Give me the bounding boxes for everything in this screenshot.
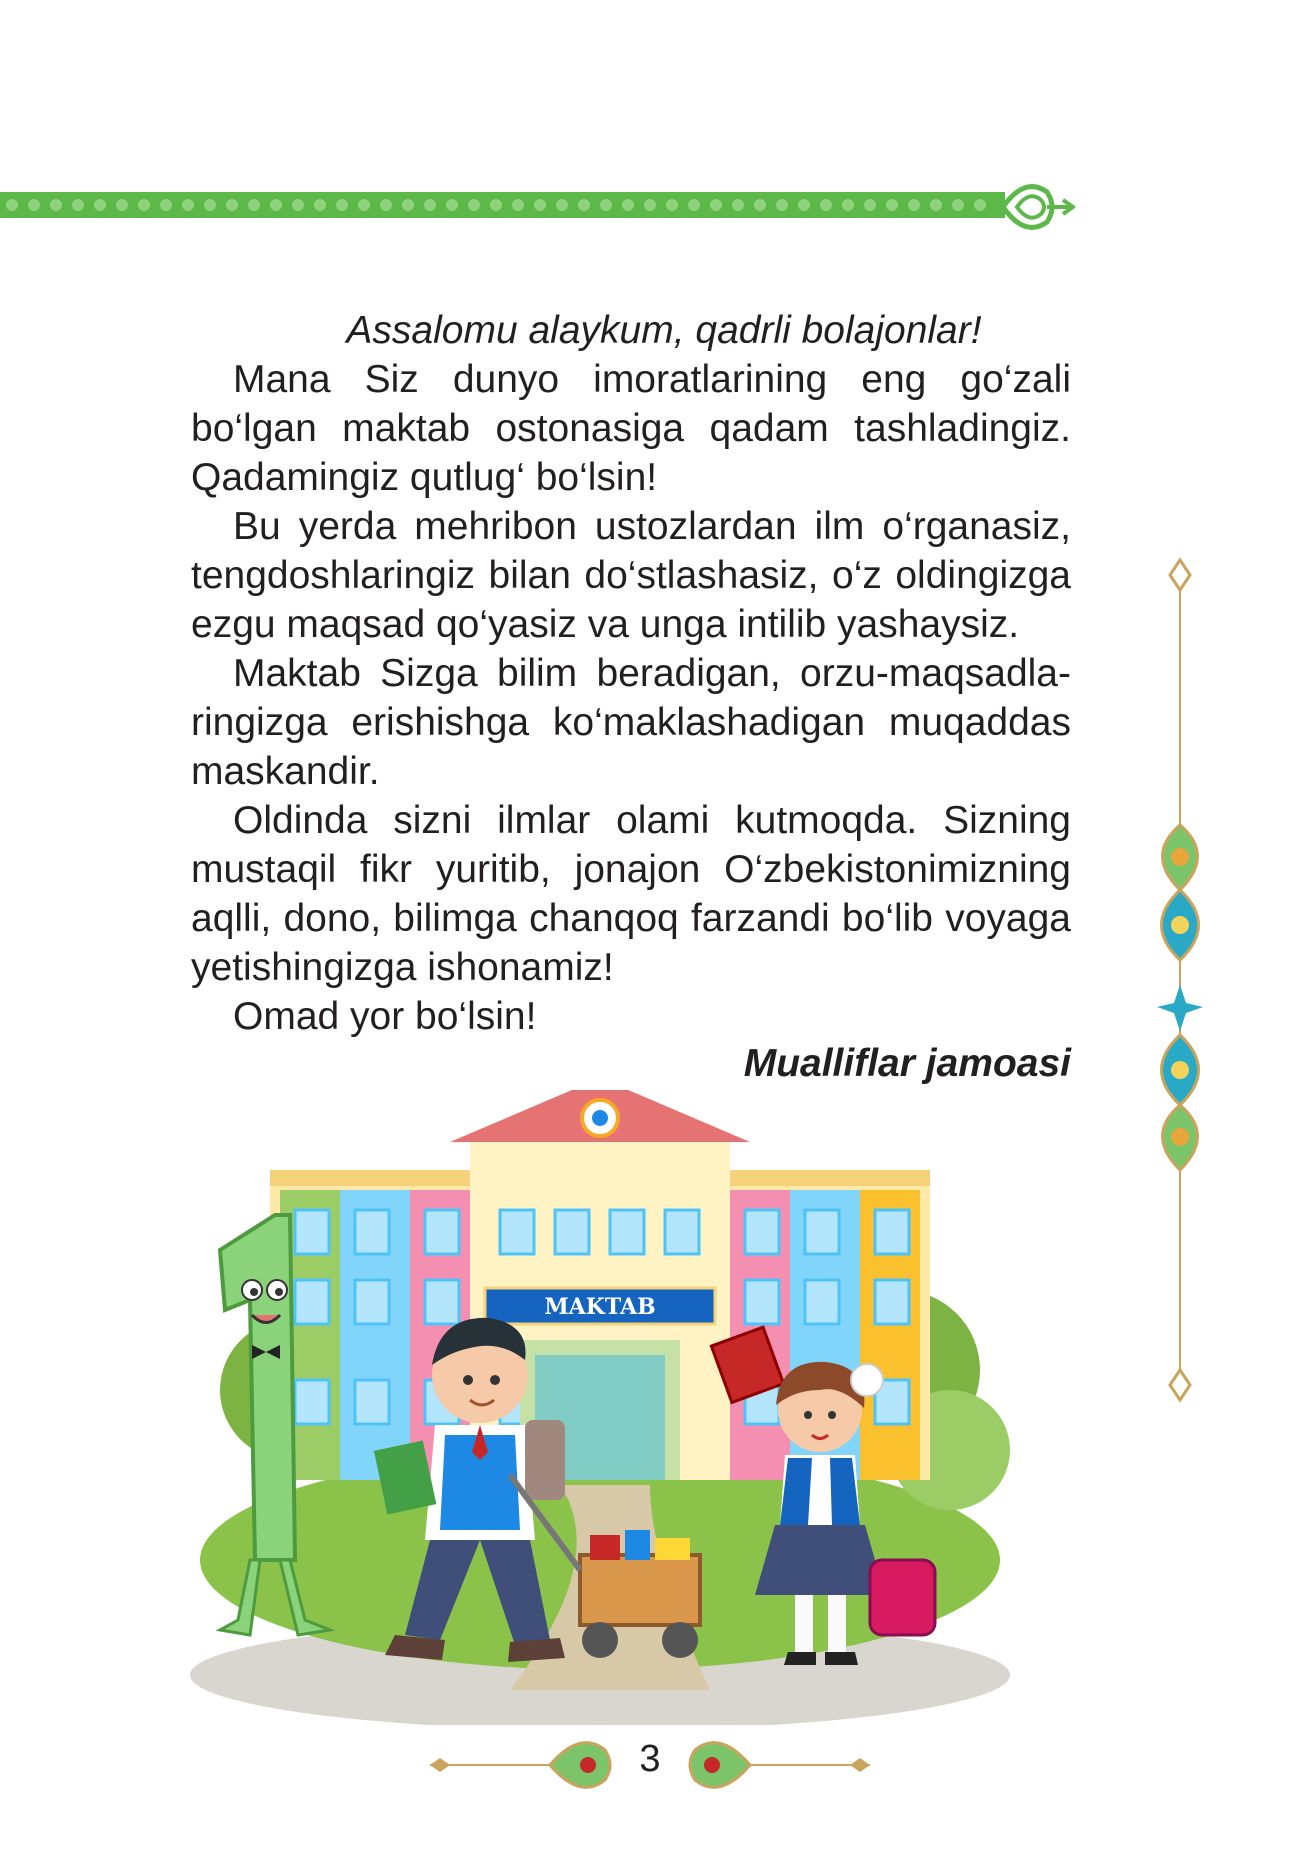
school-window [295,1380,329,1424]
school-window [875,1280,909,1324]
signature: Mualliflar jamoasi [743,1042,1071,1085]
top-decorative-band [0,190,1005,220]
band-dot [468,199,480,211]
school-window [610,1210,644,1254]
school-window [425,1210,459,1254]
band-dot [952,199,964,211]
letter-text [191,306,1071,1041]
school-window [355,1380,389,1424]
band-dot [358,199,370,211]
school-window [745,1210,779,1254]
band-dot [226,199,238,211]
band-dot [798,199,810,211]
band-dot [138,199,150,211]
band-dot [160,199,172,211]
school-window [355,1210,389,1254]
paragraph: Omad yor bo‘lsin! [233,995,537,1038]
paragraph: Bu yerda mehribon ustozlardan ilm o‘rganasiz, tengdoshlaringiz bilan do‘stlashasiz, o‘z oldingizga ezgu maqsad qo‘yasiz va unga intilib yashaysiz. [191,505,1071,646]
band-dot [6,199,18,211]
band-dot [94,199,106,211]
school-window [875,1210,909,1254]
page-number: 3 [639,1738,661,1780]
school-window [500,1210,534,1254]
band-dot [754,199,766,211]
school-window [745,1280,779,1324]
band-dot [842,199,854,211]
band-dot [28,199,40,211]
band-dot [732,199,744,211]
school-illustration [180,1090,1010,1725]
greeting: Assalomu alaykum, qadrli bolajonlar! [346,309,982,352]
paragraph: Maktab Sizga bilim beradigan, orzu-maqsadla-ringizga erishishga ko‘maklashadigan muqaddas maskandir. [191,652,1071,793]
school-window [355,1280,389,1324]
band-dot [886,199,898,211]
band-dot [908,199,920,211]
band-dot [116,199,128,211]
school-window [665,1210,699,1254]
band-dot [820,199,832,211]
school-window [295,1210,329,1254]
band-dot [534,199,546,211]
band-dot [688,199,700,211]
band-dot [556,199,568,211]
top-ornament-icon [995,174,1075,240]
band-dot [644,199,656,211]
school-window [805,1280,839,1324]
band-dot [930,199,942,211]
band-dot [776,199,788,211]
paragraph: Mana Siz dunyo imoratlarining eng go‘zali bo‘lgan maktab ostonasiga qadam tashladingiz. Qadamingiz qutlug‘ bo‘lsin! [191,358,1071,499]
band-dot [666,199,678,211]
band-dot [402,199,414,211]
band-dot [292,199,304,211]
band-dot [864,199,876,211]
band-dot [314,199,326,211]
band-dot [380,199,392,211]
band-dot [72,199,84,211]
side-ornament-icon [1145,555,1215,1405]
band-dot [974,199,986,211]
band-dot [446,199,458,211]
band-dot [50,199,62,211]
band-dot [182,199,194,211]
school-window [805,1210,839,1254]
band-dot [710,199,722,211]
school-window [295,1280,329,1324]
band-dot [622,199,634,211]
paragraph: Oldinda sizni ilmlar olami kutmoqda. Sizning mustaqil fikr yuritib, jonajon O‘zbekistonimizning aqlli, dono, bilimga chanqoq farzandi bo‘lib voyaga yetishingizga ishonamiz! [191,799,1071,989]
band-dot [578,199,590,211]
school-window [425,1280,459,1324]
band-dot [336,199,348,211]
band-dot [490,199,502,211]
band-dot [600,199,612,211]
school-sign: MAKTAB [544,1294,656,1320]
band-dot [512,199,524,211]
band-dot [204,199,216,211]
band-dot [424,199,436,211]
band-dot [270,199,282,211]
band-dot [248,199,260,211]
school-window [555,1210,589,1254]
